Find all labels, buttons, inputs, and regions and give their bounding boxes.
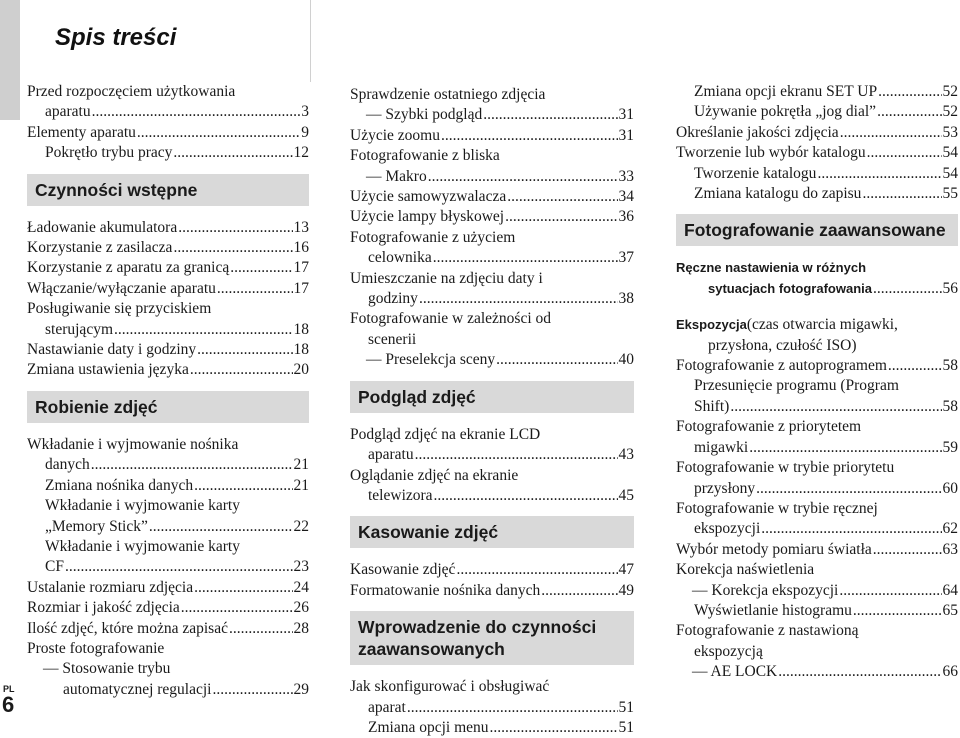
entry-text: Jak skonfigurować i obsługiwać [350, 678, 550, 696]
leader-dots [149, 517, 293, 537]
leader-dots [839, 581, 941, 601]
entry-text: scenerii [368, 330, 417, 348]
entry-text: Korekcja naświetlenia [676, 561, 815, 579]
page-ref: 60 [942, 479, 958, 497]
toc-entry[interactable] [27, 299, 309, 340]
toc-entry[interactable] [350, 309, 634, 370]
entry-text: Określanie jakości zdjęcia [676, 123, 839, 141]
page-ref: 26 [293, 599, 309, 617]
entry-text: Kasowanie zdjęć [350, 561, 456, 579]
toc-entry[interactable] [350, 718, 634, 738]
leader-dots [505, 207, 617, 227]
page-ref: 17 [293, 279, 309, 297]
entry-text: telewizora [368, 486, 433, 504]
entry-text: — Stosowanie trybu [43, 660, 171, 678]
entry-text: — Szybki podgląd [366, 106, 483, 124]
leader-dots [194, 476, 292, 496]
entry-text: Włączanie/wyłączanie aparatu [27, 279, 216, 297]
page-ref: 12 [293, 144, 309, 162]
toc-entry[interactable] [27, 238, 309, 258]
toc-entry[interactable] [27, 258, 309, 278]
toc-entry[interactable] [27, 598, 309, 618]
leader-dots [137, 123, 300, 143]
toc-entry[interactable] [676, 356, 958, 376]
toc-entry[interactable] [676, 540, 958, 560]
page-ref: 23 [293, 558, 309, 576]
page-ref: 65 [942, 601, 958, 619]
entry-text: — AE LOCK [692, 663, 778, 681]
toc-group [350, 85, 634, 371]
entry-text: aparat [368, 698, 406, 716]
leader-dots [853, 601, 942, 621]
toc-entry[interactable] [27, 218, 309, 238]
entry-text: Fotografowanie w trybie ręcznej [676, 499, 878, 517]
toc-entry[interactable] [676, 82, 958, 102]
entry-text: Przesunięcie programu (Program [694, 377, 899, 395]
toc-group [676, 82, 958, 204]
toc-group [350, 677, 634, 738]
entry-text: (czas otwarcia migawki, [746, 316, 898, 334]
page-ref: 31 [618, 106, 634, 124]
leader-dots [817, 164, 941, 184]
toc-entry[interactable] [350, 466, 634, 507]
entry-text: Zmiana katalogu do zapisu [694, 185, 862, 203]
entry-text: Zmiana opcji menu [368, 718, 489, 736]
entry-text: Zmiana ustawienia języka [27, 361, 189, 379]
subheading-text: Ręczne nastawienia w różnych [676, 260, 867, 276]
entry-text: Ustalanie rozmiaru zdjęcia [27, 578, 194, 596]
page-ref: 18 [293, 320, 309, 338]
toc-column-2 [350, 85, 634, 738]
toc-entry[interactable] [350, 146, 634, 187]
entry-text: Wyświetlanie histogramu [694, 601, 852, 619]
entry-text: Przed rozpoczęciem użytkowania [27, 83, 236, 100]
toc-entry[interactable] [27, 82, 309, 123]
leader-dots [114, 320, 292, 340]
toc-entry[interactable] [27, 435, 309, 476]
entry-text: Wkładanie i wyjmowanie karty [45, 537, 240, 555]
leader-dots [407, 698, 618, 718]
leader-dots [419, 289, 618, 309]
leader-dots [878, 82, 941, 102]
toc-group [27, 435, 309, 700]
entry-text: Sprawdzenie ostatniego zdjęcia [350, 86, 546, 103]
leader-dots [778, 662, 941, 682]
toc-entry[interactable] [27, 496, 309, 537]
entry-text: celownika [368, 249, 432, 267]
toc-entry[interactable] [27, 123, 309, 143]
toc-entry[interactable] [27, 476, 309, 496]
sidebar-strip [0, 0, 20, 120]
page-number: 6 [2, 692, 15, 717]
page-ref: 64 [942, 581, 958, 599]
page-ref: 3 [301, 103, 309, 121]
toc-group [350, 560, 634, 601]
entry-text: automatycznej regulacji [63, 680, 212, 698]
toc-entry[interactable] [350, 581, 634, 601]
entry-text: przysłona, czułość ISO) [708, 336, 857, 354]
leader-dots [730, 397, 941, 417]
page-ref: 62 [942, 520, 958, 538]
entry-text: Fotografowanie z priorytetem [676, 418, 862, 436]
entry-text: Korzystanie z aparatu za granicą [27, 259, 230, 277]
toc-group [350, 425, 634, 507]
page-ref: 63 [942, 540, 958, 558]
entry-text: Umieszczanie na zdjęciu daty i [350, 269, 543, 287]
page-ref: 58 [942, 397, 958, 415]
leader-dots [173, 143, 292, 163]
leader-dots [415, 445, 618, 465]
section-heading: Robienie zdjęć [27, 391, 309, 423]
toc-entry[interactable] [27, 619, 309, 639]
toc-group [27, 218, 309, 381]
leader-dots [173, 238, 292, 258]
entry-text: CF [45, 558, 64, 576]
leader-dots [490, 718, 618, 738]
entry-text: ekspozycji [694, 520, 761, 538]
entry-text: Zmiana nośnika danych [45, 476, 194, 494]
toc-entry[interactable] [27, 143, 309, 163]
entry-text: Fotografowanie z nastawioną [676, 622, 859, 640]
entry-text: — Preselekcja sceny [366, 351, 496, 369]
page-ref: 33 [618, 167, 634, 185]
entry-text: godziny [368, 290, 418, 308]
entry-text: Proste fotografowanie [27, 639, 165, 657]
entry-text: przysłony [694, 479, 756, 497]
entry-text: Korzystanie z zasilacza [27, 239, 173, 257]
toc-entry[interactable] [676, 601, 958, 621]
entry-text: Elementy aparatu [27, 123, 136, 141]
leader-dots [541, 581, 617, 601]
entry-text: Użycie samowyzwalacza [350, 188, 507, 206]
leader-dots [65, 557, 293, 577]
page-ref: 20 [293, 361, 309, 379]
entry-text: Fotografowanie w zależności od [350, 310, 552, 328]
page-title: Spis treści [55, 24, 177, 51]
page-ref: 52 [942, 103, 958, 121]
leader-dots [867, 143, 942, 163]
leader-dots [428, 167, 618, 187]
toc-entry[interactable] [676, 560, 958, 601]
page-ref: 55 [942, 185, 958, 203]
page-ref: 49 [618, 581, 634, 599]
page-ref: 51 [618, 718, 634, 736]
section-heading: Wprowadzenie do czynności zaawansowanych [350, 611, 634, 665]
entry-text: Fotografowanie z bliska [350, 147, 500, 165]
toc-column-1 [27, 82, 309, 700]
section-heading: Kasowanie zdjęć [350, 516, 634, 548]
page-ref: 52 [942, 83, 958, 100]
entry-text: Podgląd zdjęć na ekranie LCD [350, 425, 541, 443]
page-ref: 28 [293, 619, 309, 637]
page-ref: 18 [293, 341, 309, 359]
toc-entry[interactable] [350, 207, 634, 227]
leader-dots [92, 102, 301, 122]
entry-text: Wkładanie i wyjmowanie karty [45, 497, 240, 515]
page-ref: 37 [618, 249, 634, 267]
page-ref: 56 [942, 279, 958, 297]
leader-dots [229, 619, 293, 639]
toc-entry[interactable] [27, 537, 309, 578]
toc-entry[interactable] [676, 102, 958, 122]
page-ref: 47 [618, 561, 634, 579]
page-ref: 54 [942, 164, 958, 182]
page-ref: 21 [293, 456, 309, 474]
toc-entry[interactable] [676, 458, 958, 499]
entry-text: ekspozycją [694, 642, 763, 660]
entry-text: Fotografowanie z autoprogramem [676, 357, 887, 375]
toc-entry[interactable] [27, 639, 309, 700]
leader-dots [456, 560, 617, 580]
entry-text: Tworzenie lub wybór katalogu [676, 144, 866, 162]
entry-text: Użycie lampy błyskowej [350, 208, 505, 226]
entry-text: Fotografowanie z użyciem [350, 228, 516, 246]
page-ref: 66 [942, 663, 958, 681]
entry-text: danych [45, 456, 90, 474]
toc-entry[interactable] [676, 143, 958, 163]
toc-entry[interactable] [27, 578, 309, 598]
entry-text: Formatowanie nośnika danych [350, 581, 541, 599]
leader-dots [840, 123, 942, 143]
entry-text: Użycie zoomu [350, 126, 440, 144]
leader-dots [433, 248, 618, 268]
section-heading: Podgląd zdjęć [350, 381, 634, 413]
leader-dots [434, 486, 618, 506]
leader-dots [756, 479, 941, 499]
page-ref: 31 [618, 126, 634, 144]
page-ref: 38 [618, 290, 634, 308]
entry-text: Zmiana opcji ekranu SET UP [694, 83, 878, 100]
entry-text: — Makro [366, 167, 427, 185]
page-ref: 36 [618, 208, 634, 226]
entry-text: aparatu [368, 446, 414, 464]
subheading-text: sytuacjach fotografowania [708, 280, 872, 296]
entry-text: Wkładanie i wyjmowanie nośnika [27, 435, 239, 453]
page-ref: 40 [618, 351, 634, 369]
entry-text: aparatu [45, 103, 91, 121]
page-ref: 24 [293, 578, 309, 596]
entry-text: Używanie pokrętła „jog dial” [694, 103, 877, 121]
entry-text: sterującym [45, 320, 114, 338]
leader-dots [761, 519, 941, 539]
title-box [28, 0, 311, 82]
toc-entry [676, 315, 958, 356]
leader-dots [194, 578, 292, 598]
toc-entry[interactable] [676, 417, 958, 458]
page-ref: 58 [942, 357, 958, 375]
leader-dots [441, 126, 618, 146]
toc-entry[interactable] [676, 123, 958, 143]
leader-dots [181, 598, 293, 618]
toc-entry[interactable] [350, 126, 634, 146]
entry-text: migawki [694, 438, 749, 456]
leader-dots [197, 340, 292, 360]
toc-entry[interactable] [350, 560, 634, 580]
entry-text: Nastawianie daty i godziny [27, 341, 197, 359]
entry-text: Wybór metody pomiaru światła [676, 540, 872, 558]
toc-entry[interactable] [350, 269, 634, 310]
toc-entry[interactable] [676, 376, 958, 417]
section-heading: Czynności wstępne [27, 174, 309, 206]
toc-entry[interactable] [27, 340, 309, 360]
page-ref: 53 [942, 123, 958, 141]
leader-dots [190, 360, 293, 380]
leader-dots [873, 279, 942, 299]
page-ref: 51 [618, 698, 634, 716]
page-ref: 21 [293, 476, 309, 494]
toc-entry[interactable] [350, 228, 634, 269]
toc-entry[interactable] [676, 621, 958, 682]
leader-dots [888, 356, 942, 376]
leader-dots [178, 218, 292, 238]
language-code: PL [3, 684, 15, 694]
page-ref: 29 [293, 680, 309, 698]
toc-entry[interactable] [350, 187, 634, 207]
page-ref: 43 [618, 446, 634, 464]
entry-text: Tworzenie katalogu [694, 164, 817, 182]
entry-text: Shift) [694, 397, 730, 415]
leader-dots [873, 540, 942, 560]
toc-entry[interactable] [350, 677, 634, 718]
entry-text: Pokrętło trybu pracy [45, 144, 173, 162]
toc-entry[interactable] [350, 425, 634, 466]
toc-entry[interactable] [27, 360, 309, 380]
leader-dots [749, 438, 941, 458]
toc-entry[interactable] [350, 85, 634, 126]
section-heading: Fotografowanie zaawansowane [676, 214, 958, 246]
page-ref: 34 [618, 188, 634, 206]
leader-dots [212, 680, 292, 700]
leader-dots [496, 350, 617, 370]
entry-text: Ładowanie akumulatora [27, 218, 178, 236]
page-ref: 45 [618, 486, 634, 504]
toc-entry[interactable] [676, 499, 958, 540]
leader-dots [230, 258, 292, 278]
page-ref: 16 [293, 239, 309, 257]
toc-column-3 [676, 82, 958, 683]
page-ref: 59 [942, 438, 958, 456]
leader-dots [507, 187, 617, 207]
leader-dots [91, 455, 293, 475]
leader-dots [217, 279, 293, 299]
page-ref: 54 [942, 144, 958, 162]
entry-text: „Memory Stick” [45, 517, 148, 535]
entry-text: — Korekcja ekspozycji [692, 581, 839, 599]
toc-entry[interactable] [676, 258, 958, 299]
page-ref: 22 [293, 517, 309, 535]
entry-text: Ilość zdjęć, które można zapisać [27, 619, 228, 637]
toc-group [27, 82, 309, 164]
entry-text: Posługiwanie się przyciskiem [27, 300, 212, 318]
page-ref: 9 [301, 123, 309, 141]
subheading-text: Ekspozycja [676, 317, 747, 333]
toc-entry[interactable] [676, 184, 958, 204]
page-ref: 17 [293, 259, 309, 277]
toc-group [676, 356, 958, 683]
entry-text: Fotografowanie w trybie priorytetu [676, 459, 895, 477]
entry-text: Oglądanie zdjęć na ekranie [350, 466, 519, 484]
leader-dots [483, 105, 617, 125]
page-ref: 13 [293, 218, 309, 236]
entry-text: Rozmiar i jakość zdjęcia [27, 599, 180, 617]
toc-entry[interactable] [27, 279, 309, 299]
leader-dots [862, 184, 941, 204]
toc-entry[interactable] [676, 164, 958, 184]
leader-dots [877, 102, 941, 122]
